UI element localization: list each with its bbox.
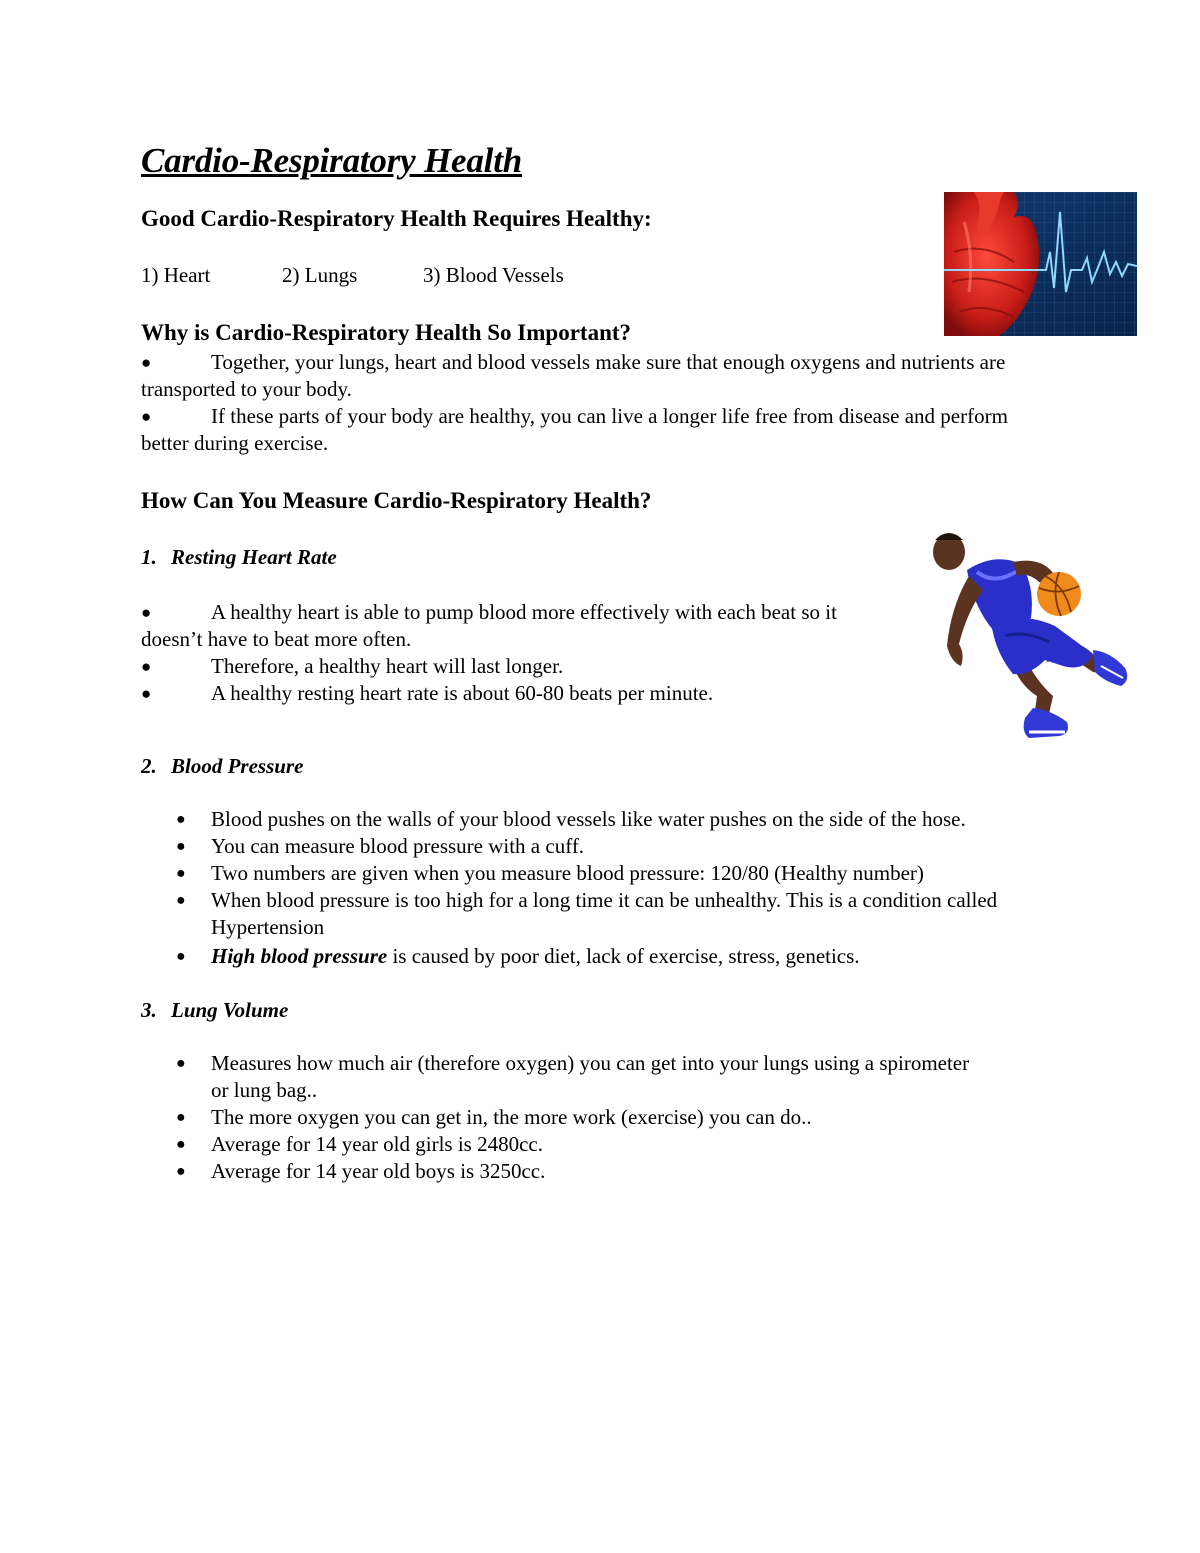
bullet-dot: ● bbox=[141, 684, 152, 703]
bullet-dot: ● bbox=[176, 811, 186, 828]
section-heading-resting-heart-rate: 1. Resting Heart Rate bbox=[141, 545, 337, 569]
why-bullets bbox=[141, 349, 1041, 457]
organ-list bbox=[141, 262, 641, 292]
bullet-dot: ● bbox=[176, 1109, 186, 1126]
lung-volume-bullet: ● Average for 14 year old girls is 2480cc. bbox=[176, 1132, 544, 1156]
basketball-player-image bbox=[925, 526, 1135, 742]
bullet-dot: ● bbox=[176, 1136, 186, 1153]
section-heading-blood-pressure: 2. Blood Pressure bbox=[141, 754, 304, 778]
blood-pressure-bullets bbox=[176, 806, 1056, 970]
blood-pressure-bullet: ● Blood pushes on the walls of your blood vessels like water pushes on the side of the hose. bbox=[176, 807, 966, 831]
blood-pressure-bullet: ● High blood pressure is caused by poor diet, lack of exercise, stress, genetics. bbox=[176, 944, 860, 968]
section-heading-lung-volume: 3. Lung Volume bbox=[141, 998, 289, 1022]
bullet-dot: ● bbox=[141, 353, 152, 372]
heart-rate-bullets bbox=[141, 599, 881, 707]
high-blood-pressure-emphasis: High blood pressure bbox=[211, 944, 388, 968]
bullet-dot: ● bbox=[141, 603, 152, 622]
blood-pressure-bullet: ● When blood pressure is too high for a long time it can be unhealthy. This is a condition called Hypertension bbox=[176, 888, 998, 939]
bullet-dot: ● bbox=[141, 657, 152, 676]
organ-lungs: 2) Lungs bbox=[282, 263, 358, 287]
lung-volume-bullet: ● Measures how much air (therefore oxygen) you can get into your lungs using a spirometer or lung bag.. bbox=[176, 1051, 970, 1102]
organ-heart: 1) Heart bbox=[141, 263, 211, 287]
document-title: Cardio-Respiratory Health bbox=[141, 141, 522, 180]
why-bullet: ● Together, your lungs, heart and blood vessels make sure that enough oxygens and nutrients are transported to your body. bbox=[141, 350, 1006, 401]
bullet-dot: ● bbox=[176, 1163, 186, 1180]
measure-heading: How Can You Measure Cardio-Respiratory Health? bbox=[141, 488, 652, 513]
bullet-dot: ● bbox=[176, 1055, 186, 1072]
requires-heading: Good Cardio-Respiratory Health Requires Healthy: bbox=[141, 206, 652, 231]
lung-volume-bullets bbox=[176, 1050, 1056, 1185]
heart-ecg-illustration bbox=[944, 192, 1137, 336]
why-heading: Why is Cardio-Respiratory Health So Important? bbox=[141, 320, 632, 345]
bullet-dot: ● bbox=[176, 948, 186, 965]
lung-volume-bullet: ● The more oxygen you can get in, the more work (exercise) you can do.. bbox=[176, 1105, 812, 1129]
why-bullet: ● If these parts of your body are healthy, you can live a longer life free from disease and perform better during exercise. bbox=[141, 404, 1008, 455]
heart-rate-bullet: ● A healthy resting heart rate is about 60-80 beats per minute. bbox=[141, 681, 714, 705]
bullet-dot: ● bbox=[176, 865, 186, 882]
heart-rate-bullet: ● A healthy heart is able to pump blood more effectively with each beat so it doesn’t have to beat more often. bbox=[141, 600, 837, 651]
blood-pressure-bullet: ● You can measure blood pressure with a cuff. bbox=[176, 834, 585, 858]
basketball-player-illustration bbox=[925, 526, 1135, 742]
bullet-dot: ● bbox=[141, 407, 152, 426]
bullet-dot: ● bbox=[176, 838, 186, 855]
lung-volume-bullet: ● Average for 14 year old boys is 3250cc. bbox=[176, 1159, 546, 1183]
heart-rate-bullet: ● Therefore, a healthy heart will last longer. bbox=[141, 654, 564, 678]
blood-pressure-bullet: ● Two numbers are given when you measure blood pressure: 120/80 (Healthy number) bbox=[176, 861, 924, 885]
bullet-dot: ● bbox=[176, 892, 186, 909]
heart-ecg-image bbox=[944, 192, 1137, 336]
organ-blood-vessels: 3) Blood Vessels bbox=[423, 263, 564, 287]
